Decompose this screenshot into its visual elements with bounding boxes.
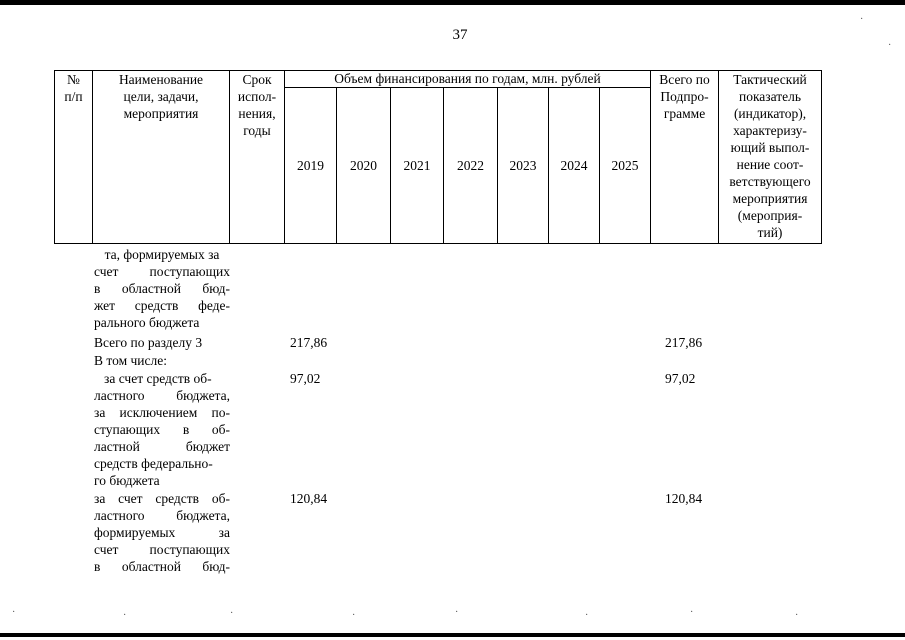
scan-speck: · [690,607,694,618]
scan-speck: · [230,608,234,619]
scan-speck: · [585,610,589,621]
header-year-2021: 2021 [391,88,444,244]
header-year-2019: 2019 [285,88,337,244]
scan-speck: · [860,14,864,25]
value-total: 120,84 [665,491,703,506]
header-financing-title: Объем финансирования по годам, млн. рублей [285,71,651,88]
value-2019: 97,02 [290,371,321,386]
scan-speck: · [455,607,459,618]
header-name: Наименование цели, задачи, мероприятия [93,71,230,244]
scan-speck: · [352,610,356,621]
value-2019: 217,86 [290,335,328,350]
row-description: В том числе: [94,353,167,368]
table-body [94,246,834,586]
header-year-2020: 2020 [337,88,391,244]
header-year-2022: 2022 [444,88,498,244]
page-number: 37 [452,27,468,43]
header-year-2023: 2023 [498,88,549,244]
value-2019: 120,84 [290,491,328,506]
scan-speck: · [123,610,127,621]
row-description: за счет средств об- [104,371,212,386]
value-total: 97,02 [665,371,696,386]
header-indicator: Тактический показатель (индикатор), характеризу- ющий выпол- нение соот- ветствующего мероприятия (мероприя- тий) [719,71,822,244]
row-description: Всего по разделу 3 [94,335,203,350]
scan-speck: · [888,40,892,51]
header-year-2025: 2025 [600,88,651,244]
row-description: за счет средств об- ластного бюджета, формируемых за счет поступающих в областной бюд- [94,491,230,574]
scan-speck: · [12,607,16,618]
row-description: та, формируемых за счет поступающих в областной бюд- жет средств феде- рального бюджета [94,247,230,330]
scan-speck: · [795,610,799,621]
financing-table-header [54,70,822,244]
header-num: № п/п [55,71,93,244]
header-total: Всего по Подпро- грамме [651,71,719,244]
header-term: Срок испол- нения, годы [230,71,285,244]
bottom-border [0,633,905,637]
top-border [0,0,905,5]
header-year-2024: 2024 [549,88,600,244]
value-total: 217,86 [665,335,703,350]
row-description: ластного бюджета, за исключением по- ступающих в об- ластной бюджет средств федерально- го бюджета [94,388,230,488]
